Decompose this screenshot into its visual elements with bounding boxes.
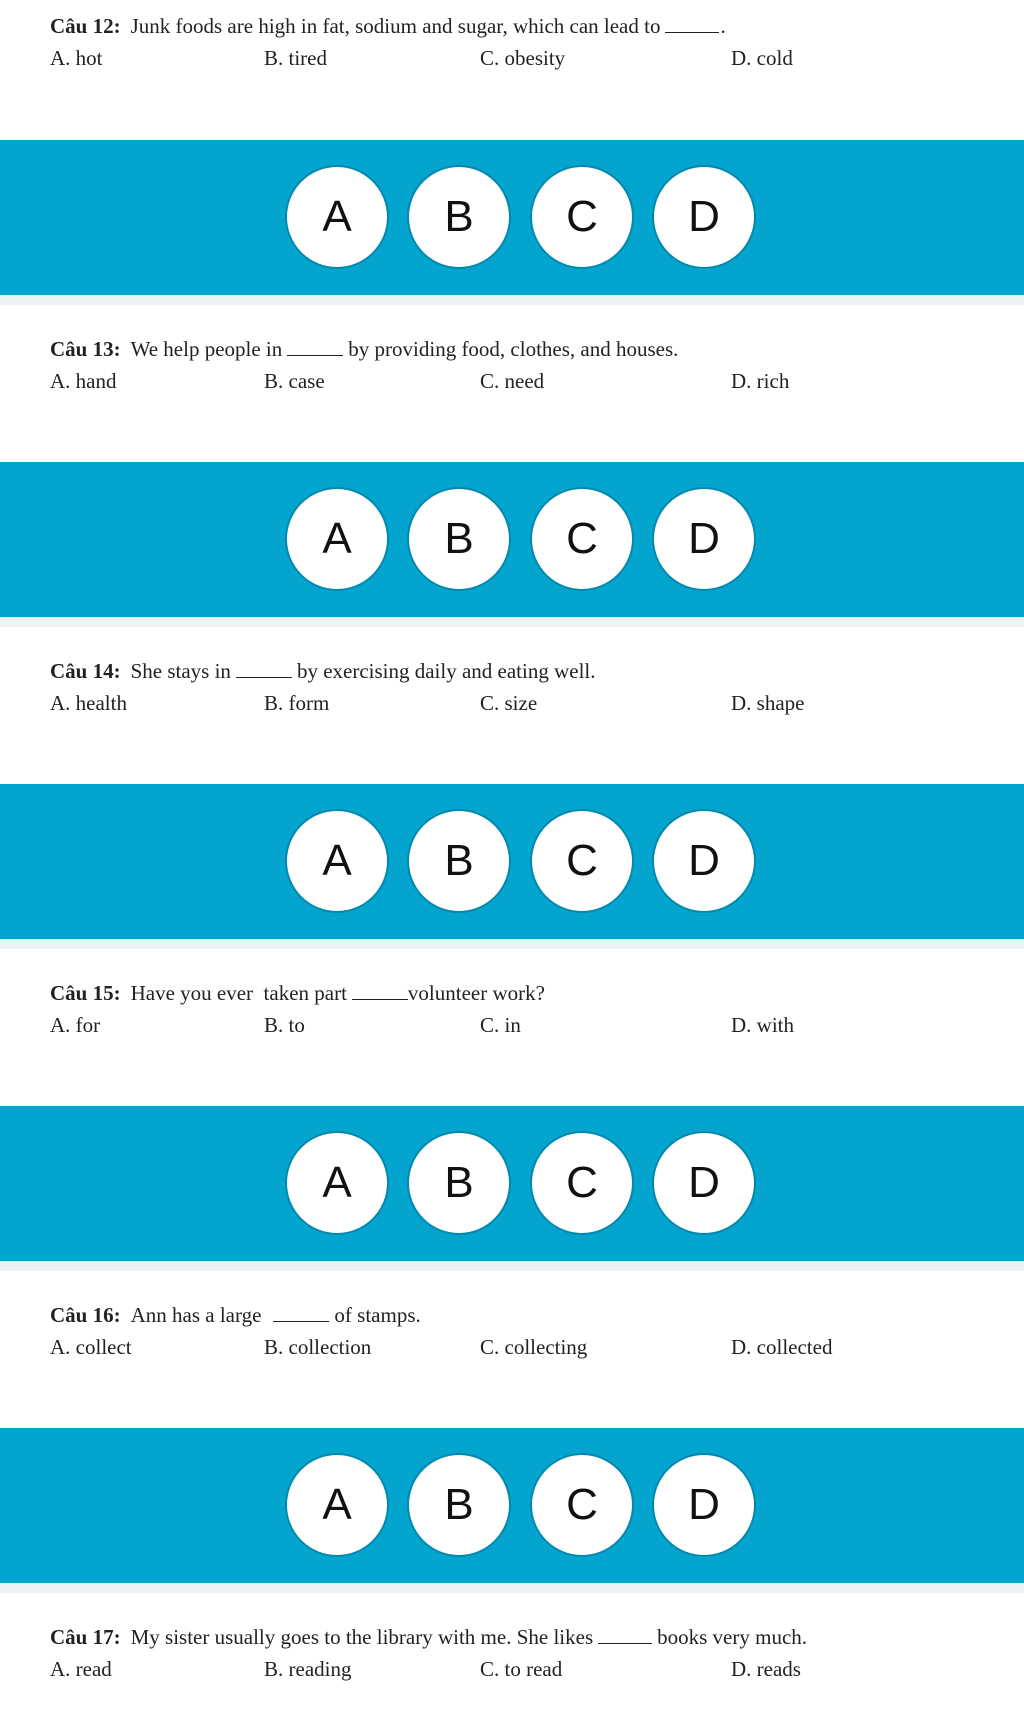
answer-bar-16 xyxy=(0,1428,1024,1583)
question-stem-before: Ann has a large xyxy=(130,1303,262,1327)
answer-a-button[interactable]: A xyxy=(285,1131,389,1235)
option-a: A. health xyxy=(50,691,127,715)
answer-d-button[interactable]: D xyxy=(652,1131,756,1235)
answer-b-button[interactable]: B xyxy=(407,487,511,591)
question-17 xyxy=(0,1593,1024,1726)
question-stem-after: volunteer work? xyxy=(407,981,545,1005)
question-stem-before: My sister usually goes to the library with me. She likes xyxy=(130,1625,594,1649)
option-b: B. to xyxy=(264,1013,305,1037)
divider xyxy=(0,939,1024,949)
answer-b-button[interactable]: B xyxy=(407,1131,511,1235)
question-text xyxy=(50,337,678,362)
question-number: Câu 15: xyxy=(50,981,121,1005)
divider xyxy=(0,1583,1024,1593)
option-a: A. read xyxy=(50,1657,112,1681)
option-a: A. collect xyxy=(50,1335,132,1359)
answer-a-button[interactable]: A xyxy=(285,487,389,591)
answer-c-button[interactable]: C xyxy=(530,1453,634,1557)
question-stem-before: We help people in xyxy=(130,337,283,361)
option-d: D. cold xyxy=(731,46,793,70)
option-d: D. collected xyxy=(731,1335,833,1359)
question-number: Câu 13: xyxy=(50,337,121,361)
question-text xyxy=(50,659,596,684)
option-b: B. tired xyxy=(264,46,327,70)
answer-b-button[interactable]: B xyxy=(407,809,511,913)
question-text xyxy=(50,981,545,1006)
question-stem-after: by exercising daily and eating well. xyxy=(296,659,596,683)
option-b: B. collection xyxy=(264,1335,372,1359)
answer-bar-12 xyxy=(0,140,1024,295)
answer-bar-14 xyxy=(0,784,1024,939)
answer-c-button[interactable]: C xyxy=(530,1131,634,1235)
question-text xyxy=(50,14,726,39)
option-d: D. with xyxy=(731,1013,794,1037)
question-14 xyxy=(0,627,1024,784)
option-a: A. hot xyxy=(50,46,103,70)
option-b: B. form xyxy=(264,691,330,715)
question-text xyxy=(50,1625,807,1650)
question-stem-after: . xyxy=(720,14,726,38)
question-number: Câu 12: xyxy=(50,14,121,38)
answer-a-button[interactable]: A xyxy=(285,165,389,269)
question-text xyxy=(50,1303,421,1328)
answer-c-button[interactable]: C xyxy=(530,487,634,591)
option-c: C. collecting xyxy=(480,1335,588,1359)
option-b: B. case xyxy=(264,369,325,393)
question-stem-after: books very much. xyxy=(657,1625,808,1649)
question-stem-before: Junk foods are high in fat, sodium and sugar, which can lead to xyxy=(130,14,661,38)
divider xyxy=(0,617,1024,627)
answer-d-button[interactable]: D xyxy=(652,165,756,269)
answer-blank xyxy=(598,1625,652,1644)
question-stem-after: by providing food, clothes, and houses. xyxy=(348,337,679,361)
answer-blank xyxy=(236,659,292,678)
option-a: A. hand xyxy=(50,369,117,393)
answer-blank xyxy=(665,14,719,33)
option-c: C. obesity xyxy=(480,46,566,70)
option-a: A. for xyxy=(50,1013,101,1037)
answer-d-button[interactable]: D xyxy=(652,809,756,913)
question-number: Câu 17: xyxy=(50,1625,121,1649)
answer-d-button[interactable]: D xyxy=(652,487,756,591)
answer-bar-13 xyxy=(0,462,1024,617)
question-number: Câu 16: xyxy=(50,1303,121,1327)
question-13 xyxy=(0,305,1024,462)
answer-blank xyxy=(352,981,408,1000)
answer-c-button[interactable]: C xyxy=(530,809,634,913)
option-c: C. need xyxy=(480,369,545,393)
question-stem-after: of stamps. xyxy=(334,1303,421,1327)
answer-b-button[interactable]: B xyxy=(407,1453,511,1557)
answer-b-button[interactable]: B xyxy=(407,165,511,269)
answer-d-button[interactable]: D xyxy=(652,1453,756,1557)
question-16 xyxy=(0,1271,1024,1428)
option-b: B. reading xyxy=(264,1657,352,1681)
option-c: C. size xyxy=(480,691,538,715)
option-c: C. to read xyxy=(480,1657,563,1681)
option-c: C. in xyxy=(480,1013,521,1037)
question-stem-before: Have you ever taken part xyxy=(130,981,347,1005)
question-number: Câu 14: xyxy=(50,659,121,683)
option-d: D. rich xyxy=(731,369,790,393)
question-stem-before: She stays in xyxy=(130,659,231,683)
answer-bar-15 xyxy=(0,1106,1024,1261)
option-d: D. reads xyxy=(731,1657,801,1681)
answer-blank xyxy=(287,337,343,356)
question-15 xyxy=(0,949,1024,1106)
answer-blank xyxy=(273,1303,329,1322)
answer-a-button[interactable]: A xyxy=(285,809,389,913)
answer-c-button[interactable]: C xyxy=(530,165,634,269)
divider xyxy=(0,295,1024,305)
divider xyxy=(0,1261,1024,1271)
option-d: D. shape xyxy=(731,691,805,715)
question-12 xyxy=(0,0,1024,140)
answer-a-button[interactable]: A xyxy=(285,1453,389,1557)
